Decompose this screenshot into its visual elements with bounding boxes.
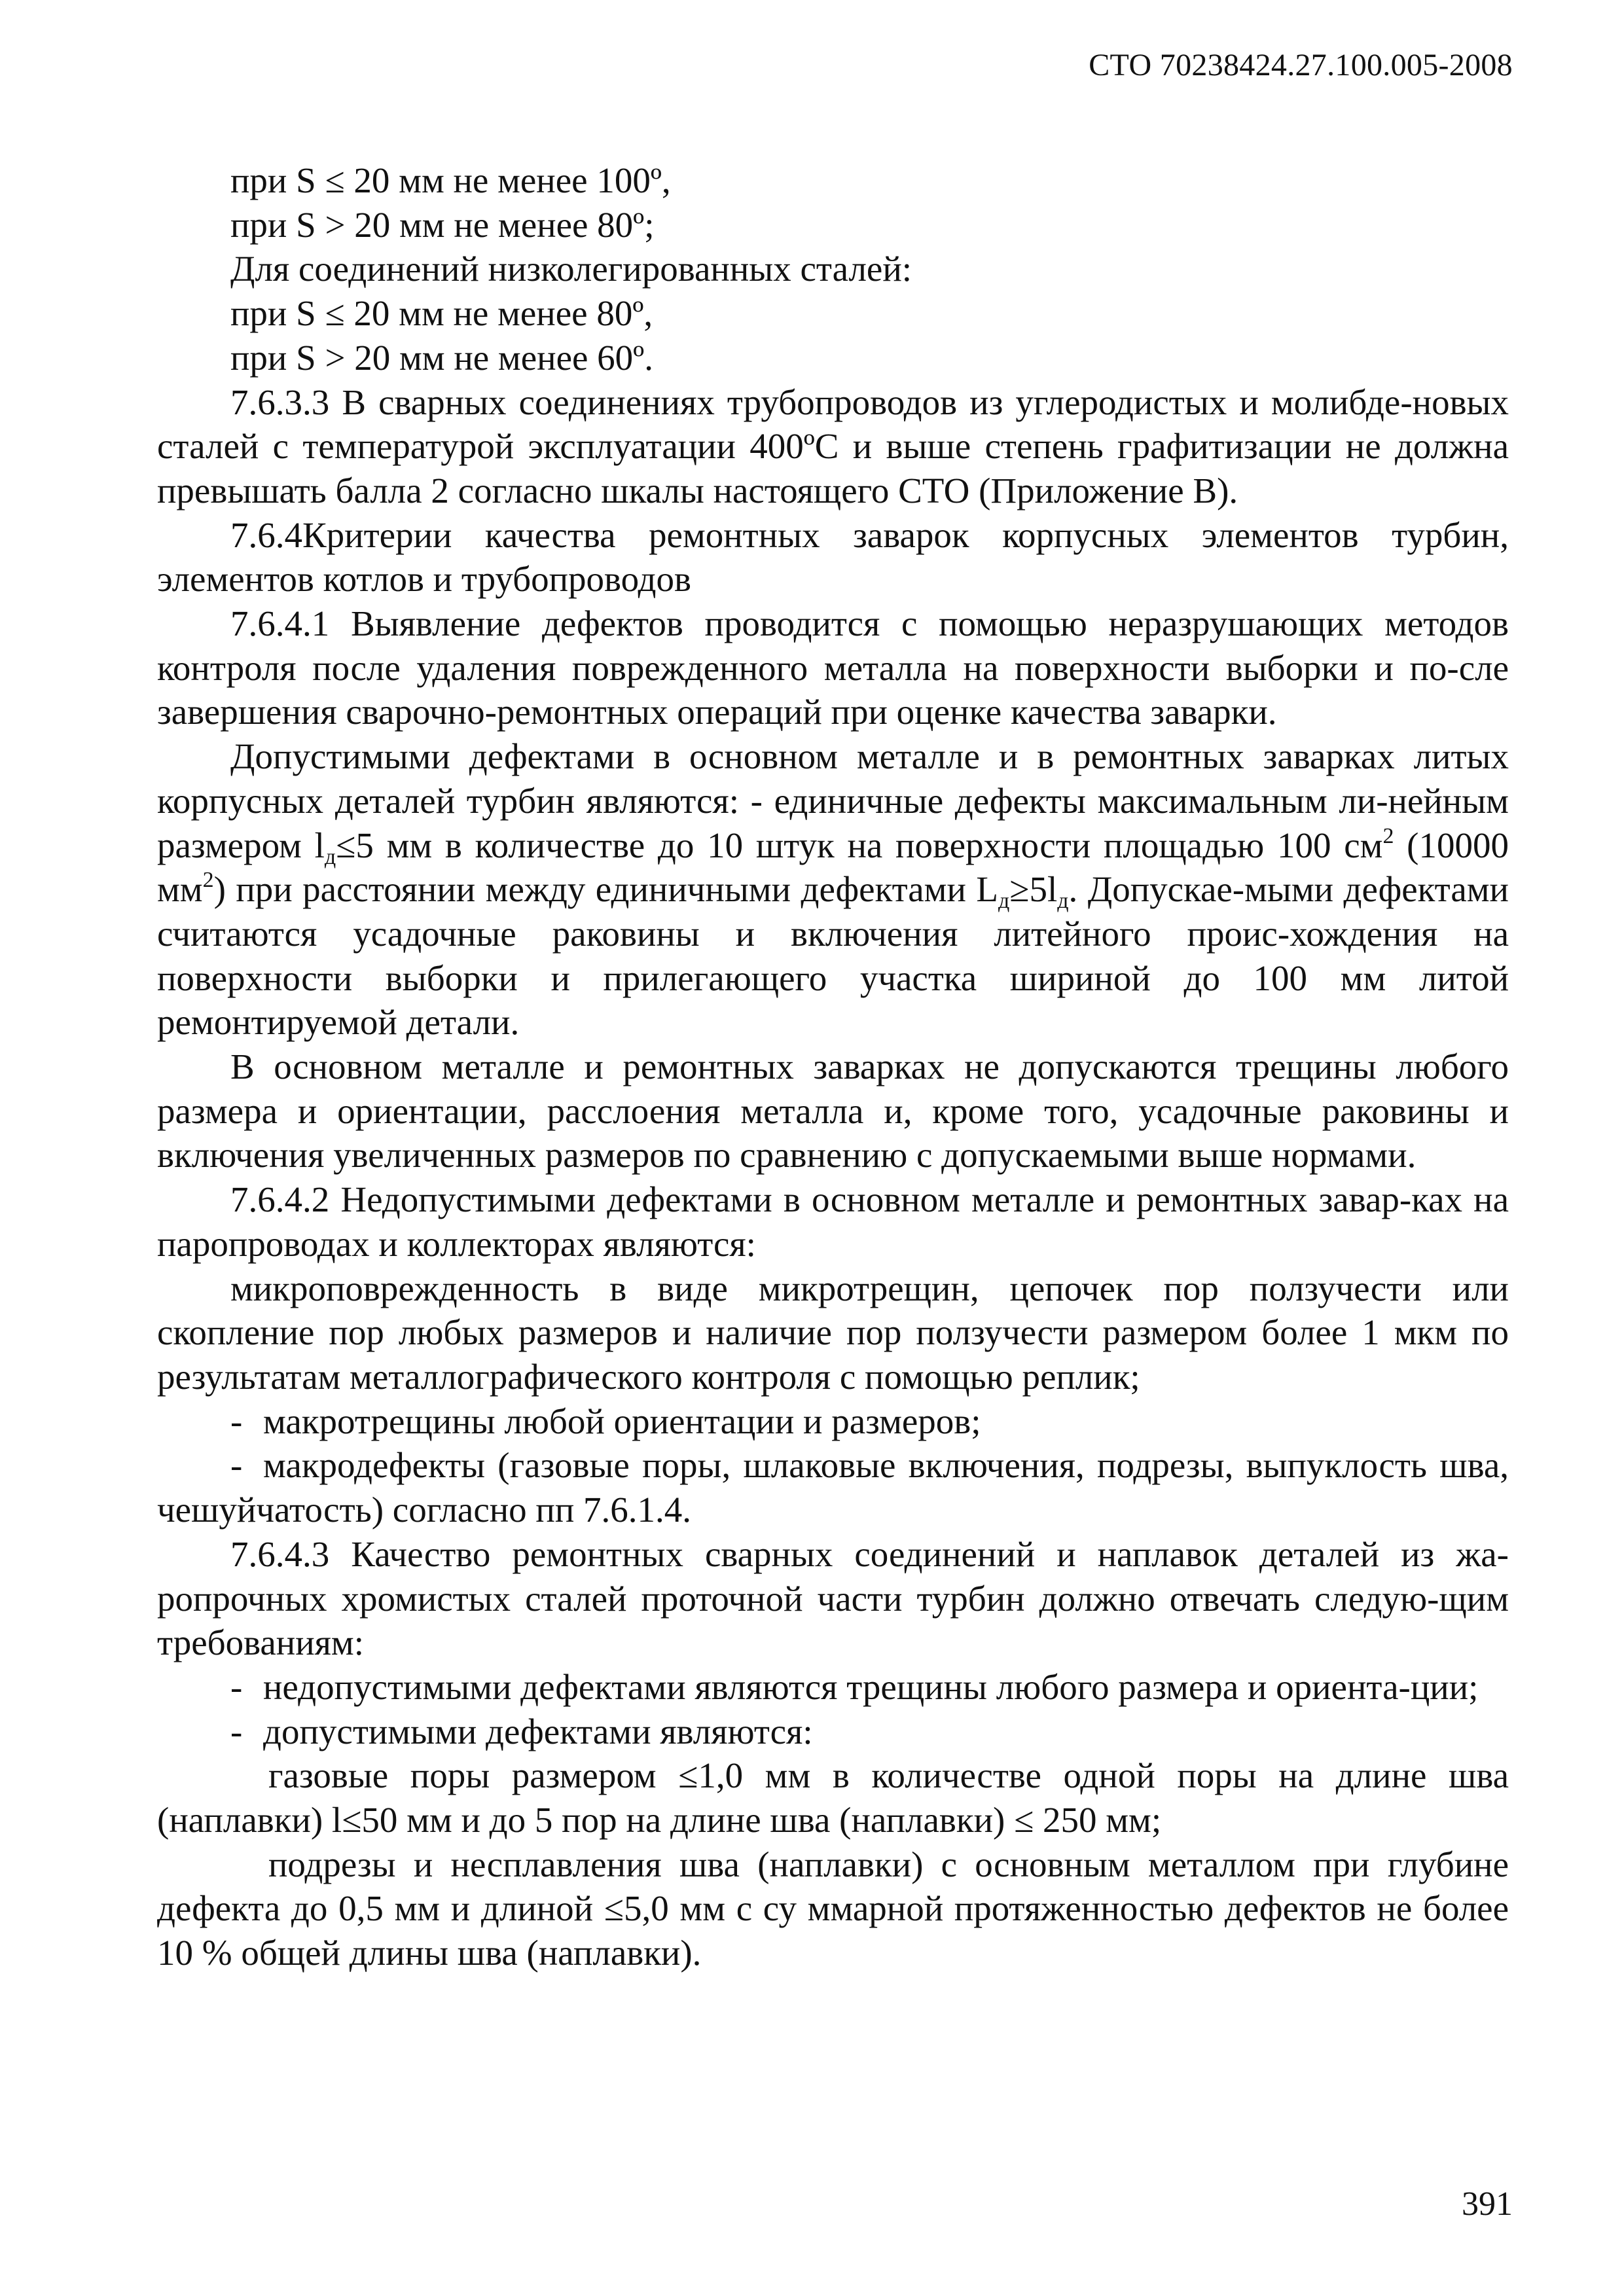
list-item-text: макродефекты (газовые поры, шлаковые включения, подрезы, выпуклость шва, чешуйчатость) согласно пп 7.6.1.4. [157,1445,1509,1530]
angle-line-3: при S ≤ 20 мм не менее 80º, [230,293,653,334]
list-dash: - [230,1445,243,1486]
list-item [157,1399,1509,1444]
paragraph-7-6-3-3: 7.6.3.3 В сварных соединениях трубопроводов из углеродистых и молибде-новых сталей с температурой эксплуатации 400ºС и выше степень графитизации не должна превышать балла 2 согласно шкалы настоящего СТО (Приложение В). [157,382,1509,511]
superscript-2: 2 [202,868,214,893]
list-item [157,1665,1509,1710]
paragraph-7-6-4: 7.6.4Критерии качества ремонтных заварок корпусных элементов турбин, элементов котлов и трубопроводов [157,514,1509,600]
angle-line-2: при S > 20 мм не менее 80º; [230,204,655,245]
paragraph-undercuts: подрезы и несплавления шва (наплавки) с основным металлом при глубине дефекта до 0,5 мм и длиной ≤5,0 мм с су ммарной протяженностью дефектов не более 10 % общей длины шва (наплавки). [157,1844,1509,1973]
document-code-header: СТО 70238424.27.100.005-2008 [1089,48,1513,82]
list-item [157,1710,1509,1754]
allowed-text-6: . Допускае-мыми дефектами считаются усадочные раковины и включения литейного проис-хождения на поверхности выборки и прилегающего участка шириной до 100 мм литой ремонтируемой детали. [157,869,1509,1043]
angle-line-1: при S ≤ 20 мм не менее 100º, [230,160,671,200]
list-dash: - [230,1401,243,1441]
paragraph-7-6-4-3: 7.6.4.3 Качество ремонтных сварных соединений и наплавок деталей из жа-ропрочных хромистых сталей проточной части турбин должно отвечать следую-щим требованиям: [157,1534,1509,1663]
subscript-d: д [998,889,1010,914]
page-number: 391 [1462,2185,1513,2223]
low-alloy-heading: Для соединений низколегированных сталей: [230,249,912,289]
page-body [157,158,1509,1975]
allowed-text-3: (10000 мм [157,825,1509,910]
angle-line-4: при S > 20 мм не менее 60º. [230,337,653,378]
paragraph-cracks: В основном металле и ремонтных заварках не допускаются трещины любого размера и ориентации, расслоения металла и, кроме того, усадочные раковины и включения увеличенных размеров по сравнению с допускаемыми выше нормами. [157,1047,1509,1175]
paragraph-microdamage: микроповрежденность в виде микротрещин, цепочек пор ползучести или скопление пор любых размеров и наличие пор ползучести размером более 1 мкм по результатам металлографического контроля с помощью реплик; [157,1268,1509,1397]
list-dash: - [230,1666,243,1707]
list-dash: - [230,1711,243,1751]
paragraph-7-6-4-2: 7.6.4.2 Недопустимыми дефектами в основном металле и ремонтных завар-ках на паропроводах и коллекторах являются: [157,1179,1509,1264]
paragraph-7-6-4-1: 7.6.4.1 Выявление дефектов проводится с помощью неразрушающих методов контроля после удаления поврежденного металла на поверхности выборки и по-сле завершения сварочно-ремонтных операций при оценке качества заварки. [157,603,1509,732]
superscript-2: 2 [1382,823,1394,848]
paragraph-allowed-defects [157,734,1509,1045]
list-item [157,1443,1509,1532]
list-item-text: допустимыми дефектами являются: [263,1711,813,1751]
subscript-d: д [1057,889,1069,914]
list-item-text: макротрещины любой ориентации и размеров; [263,1401,981,1441]
allowed-text-5: ≥5l [1009,869,1058,910]
subscript-d: д [324,844,336,869]
allowed-text-4: ) при расстоянии между единичными дефектами L [213,869,998,910]
paragraph-gas-pores: газовые поры размером ≤1,0 мм в количестве одной поры на длине шва (наплавки) l≤50 мм и до 5 пор на длине шва (наплавки) ≤ 250 мм; [157,1755,1509,1840]
allowed-text-1: Допустимыми дефектами в основном металле и в ремонтных заварках литых корпусных деталей турбин являются: - единичные дефекты максимальным ли-нейным размером l [157,736,1509,865]
allowed-text-2: ≤5 мм в количестве до 10 штук на поверхности площадью 100 см [336,825,1383,865]
list-item-text: недопустимыми дефектами являются трещины любого размера и ориента-ции; [263,1666,1479,1707]
